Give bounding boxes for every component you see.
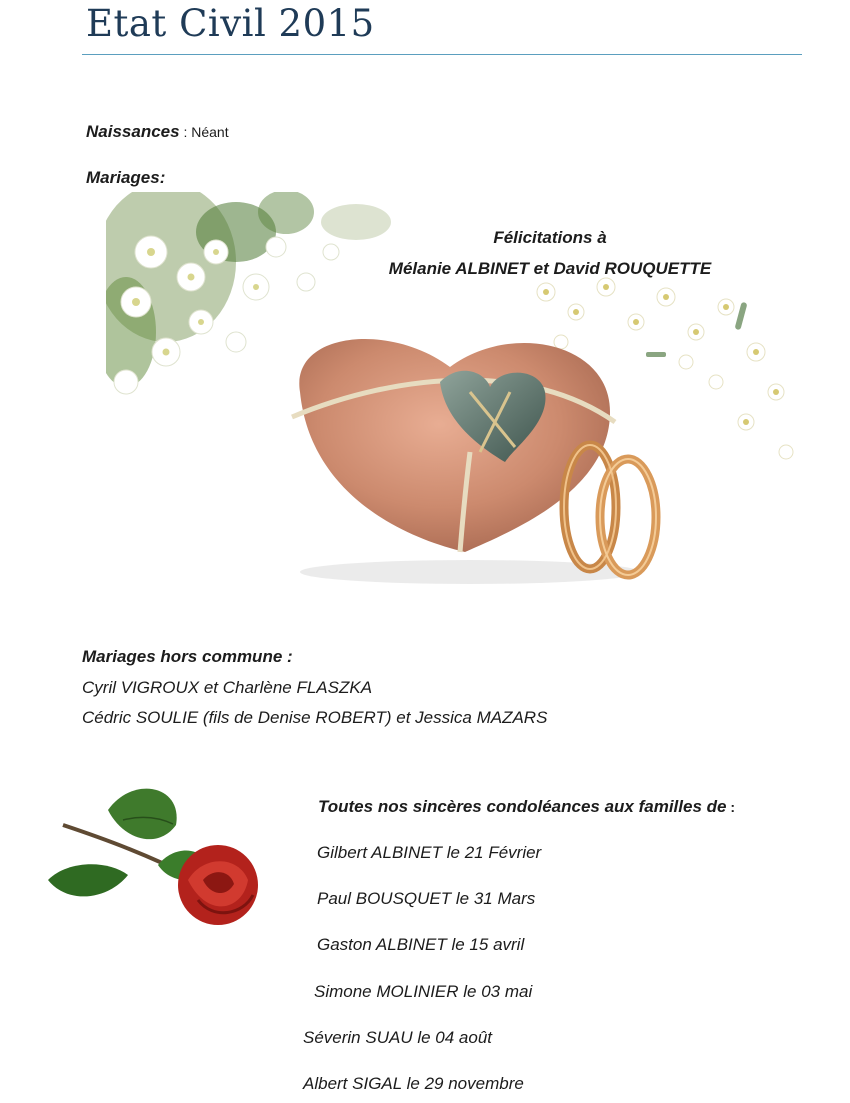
title-underline [82,54,802,55]
condolences-heading-suffix: : [726,799,736,815]
couple-line: Cédric SOULIE (fils de Denise ROBERT) et Jessica MAZARS [82,708,548,727]
naissances-separator: : [179,124,192,140]
congrats-line1: Félicitations à [493,228,607,247]
condolence-entry: Gaston ALBINET le 15 avril [317,935,525,954]
condolence-entry: Paul BOUSQUET le 31 Mars [317,889,536,908]
hors-commune-label: Mariages hors commune : [82,647,293,666]
congratulations-text [330,222,770,284]
red-rose-image [48,780,268,930]
naissances-line [86,122,229,142]
naissances-label: Naissances [86,122,180,141]
heart-stone-rings-image [280,322,700,590]
condolence-entry: Simone MOLINIER le 03 mai [314,982,533,1001]
condolences-heading [318,797,735,817]
couple-line: Cyril VIGROUX et Charlène FLASZKA [82,678,373,697]
condolence-entry: Albert SIGAL le 29 novembre [303,1074,524,1093]
condolence-entry: Gilbert ALBINET le 21 Février [317,843,542,862]
mariages-label: Mariages: [86,168,166,187]
congrats-line2: Mélanie ALBINET et David ROUQUETTE [388,259,712,278]
condolences-heading-text: Toutes nos sincères condoléances aux familles de [318,797,727,816]
naissances-value: Néant [191,124,229,140]
page-title: Etat Civil 2015 [86,2,375,45]
condolence-entry: Séverin SUAU le 04 août [303,1028,492,1047]
